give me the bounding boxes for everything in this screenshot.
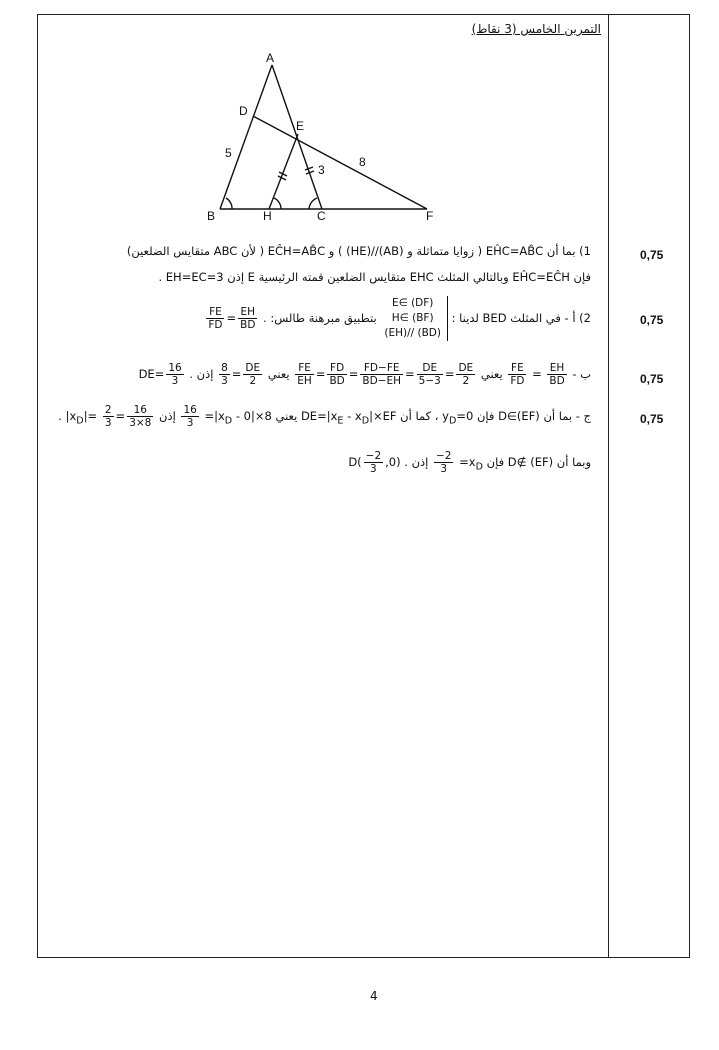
exercise-title: التمرين الخامس (3 نقاط) bbox=[471, 22, 601, 36]
label-A: A bbox=[266, 52, 275, 65]
q2b-line: ب - $\frac{EH}{BD}$ = $\frac{FE}{FD}$ يعني $\frac{FE}{EH}$ = $\frac{FD}{BD}$ = $\frac{FD-FE}{BD-EH}$ = $\frac{DE}{5-3}$ = $\frac{DE}{2}$ يعني $\frac{8}{3}$ = $\frac{DE}{2}$ إذن DE= $\frac{16}{3}$ . bbox=[138, 362, 591, 387]
fraction: $\frac{8}{3}$ bbox=[221, 362, 228, 387]
segment-AB bbox=[220, 65, 272, 209]
q2c-line1: ج - بما أن D∈(EF) فإن $y_D=0$ ، كما أن $DE=|x_E - x_D|\times EF$ يعني $8\times|0 - x_D|=$ $\frac{16}{3}$ إذن $\frac{2}{3}$ = $\frac{16}{3\times 8}$ $|x_D|=$ . bbox=[58, 404, 591, 429]
label-B: B bbox=[207, 209, 216, 223]
fraction: $\frac{EH}{BD}$ bbox=[549, 362, 565, 387]
page-number: 4 bbox=[370, 989, 378, 1003]
q2c-score: 0,75 bbox=[640, 412, 664, 426]
fraction: $\frac{FD-FE}{BD-EH}$ bbox=[362, 362, 402, 387]
fraction: $\frac{-2}{3}$ bbox=[365, 450, 382, 475]
label-E: E bbox=[296, 119, 305, 133]
q2b-chain: $\frac{FE}{EH}$ = $\frac{FD}{BD}$ = $\frac{FD-FE}{BD-EH}$ = $\frac{DE}{5-3}$ = $\frac{DE}{2}$ bbox=[297, 362, 474, 387]
label-D: D bbox=[239, 104, 248, 118]
q2b-score: 0,75 bbox=[640, 372, 664, 386]
length-EF: 8 bbox=[359, 155, 366, 169]
q2a-mid: بتطبيق مبرهنة طالس: bbox=[270, 311, 377, 325]
label-H: H bbox=[263, 209, 272, 223]
q2b-yaani-1: يعني bbox=[480, 367, 503, 381]
fraction: $\frac{2}{3}$ bbox=[104, 404, 112, 429]
fraction: $\frac{FE}{FD}$ bbox=[208, 306, 223, 331]
q2b-idhan: إذن bbox=[196, 367, 214, 381]
q2a-sys-3: (EH)// (BD) bbox=[384, 327, 441, 339]
fraction: $\frac{16}{3}$ bbox=[183, 404, 197, 429]
q1-line1: 1) بما أن EĤC=AB̂C ( زوايا متماثلة و (AB)//(HE) ) و EĈH=AB̂C ( لأن ABC متقايس الضلعين) bbox=[126, 244, 591, 258]
fraction: $\frac{FD}{BD}$ bbox=[329, 362, 345, 387]
q1-line2: فإن EĤC=EĈH وبالتالي المثلث EHC متقايس الضلعين قمته الرئيسية E إذن EH=EC=3 . bbox=[158, 270, 591, 284]
fraction: $\frac{DE}{2}$ bbox=[245, 362, 261, 387]
score-column-divider bbox=[608, 14, 609, 958]
fraction: $\frac{DE}{5-3}$ bbox=[418, 362, 441, 387]
q1-score: 0,75 bbox=[640, 248, 664, 262]
label-F: F bbox=[426, 209, 434, 223]
length-BD: 5 bbox=[225, 146, 232, 160]
fraction: $\frac{-2}{3}$ bbox=[436, 450, 452, 475]
q2a-score: 0,75 bbox=[640, 313, 664, 327]
q2a-system bbox=[380, 296, 448, 341]
fraction: $\frac{DE}{2}$ bbox=[458, 362, 474, 387]
segment-DF bbox=[253, 116, 427, 209]
triangle-figure bbox=[195, 52, 445, 227]
fraction: $\frac{16}{3\times 8}$ bbox=[129, 404, 152, 429]
fraction: $\frac{16}{3}$ bbox=[168, 362, 182, 387]
label-C: C bbox=[317, 209, 326, 223]
q2c-line2: وبما أن D∉ (EF) فإن $x_D=$ $\frac{-2}{3}$ إذن D( $\frac{-2}{3}$ ,0) . bbox=[348, 450, 591, 475]
q2b-result: DE= $\frac{16}{3}$ . bbox=[138, 362, 194, 387]
length-EC: 3 bbox=[318, 163, 325, 177]
q2a-sys-2: H∈ (BF) bbox=[391, 312, 434, 324]
fraction: $\frac{FE}{FD}$ bbox=[510, 362, 525, 387]
q2b-yaani-2: يعني bbox=[267, 367, 290, 381]
fraction: $\frac{FE}{EH}$ bbox=[297, 362, 312, 387]
q2a-equation: $\frac{FE}{FD}$ = $\frac{EH}{BD}$ . bbox=[208, 306, 267, 331]
segment-HE bbox=[269, 134, 298, 209]
q2a-prefix: 2) أ - في المثلث BED لدينا : bbox=[451, 311, 591, 325]
q2b-prefix: ب - bbox=[572, 367, 591, 381]
fraction: $\frac{EH}{BD}$ bbox=[240, 306, 256, 331]
q2a-line bbox=[204, 296, 591, 341]
q2a-sys-1: E∈ (DF) bbox=[391, 297, 434, 309]
